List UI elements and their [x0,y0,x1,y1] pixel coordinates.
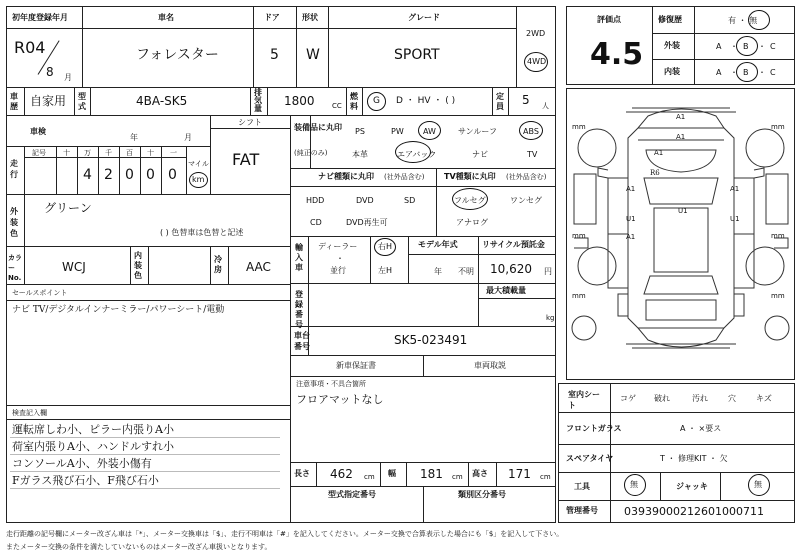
mark-3: R6 [650,169,660,177]
mile-label: マイル [188,160,209,168]
tv-oneseg: ワンセグ [510,196,542,205]
mileage-sign-label: 記号 [32,149,46,157]
footer-line-2: またメーター交換の条件を満たしていないものはメーター改ざん車扱いとなります。 [6,543,272,551]
mm-label-2: mm [771,123,785,131]
navi-label: ナビ種類に丸印 [318,172,374,181]
load-unit: kg [546,314,555,322]
inspector-line-3: コンソールA小、外装小傷有 [12,457,152,470]
inspector-line-2: 荷室内張りA小、ハンドルすれ小 [12,440,174,453]
grade-value: SPORT [394,47,440,63]
mm-label-4: mm [771,232,785,240]
mark-5: A1 [626,185,636,193]
repair-options: 有 ・ 無 [728,16,758,25]
windshield-label: フロントガラス [566,424,622,433]
sales-point-text: ナビ TV/デジタルインナーミラー/パワーシート/電動 [12,305,225,315]
shift-value: FAT [232,150,260,169]
inspection-year: 年 [130,133,138,142]
reg-month: 8 [46,65,54,79]
length-unit: cm [364,473,375,481]
model-year-label: モデル年式 [418,240,458,249]
color-value: グリーン [44,201,92,215]
shape-value: W [306,47,320,63]
mileage-unit-6: 一 [170,149,177,157]
mm-label-3: mm [572,232,586,240]
category-label: 車歴 [10,92,18,111]
km-label: km [192,175,205,184]
color-note: ( ) 色替車は色替と記述 [160,228,244,237]
exterior-a: A [716,42,722,51]
tv-analog: アナログ [456,218,488,227]
reg-number-label: 登録番号 [295,290,303,329]
import-parallel: 並行 [330,266,346,275]
equip-abs: ABS [523,127,539,136]
equip-tv: TV [527,150,538,159]
interior-label: 内装 [664,67,680,76]
import-dealer: ディーラー [318,242,358,251]
tools-label: 工具 [574,482,590,491]
ac-value: AAC [246,260,271,274]
model-year-unknown: 不明 [458,267,474,276]
seat-item-5: キズ [756,394,772,403]
mileage-label: 走行 [10,159,18,179]
fuel-g: G [373,96,380,106]
seat-item-1: コゲ [620,394,636,403]
drive-4wd: 4WD [527,57,547,66]
notes-text: フロアマットなし [296,393,384,406]
ac-label: 冷房 [214,255,222,274]
color-no-value: WCJ [62,260,86,274]
mileage-digit-6: 0 [168,167,177,183]
equip-aw: AW [423,127,436,136]
equip-pw: PW [391,127,404,136]
tools-value: 無 [630,480,638,489]
capacity-label: 定員 [496,92,504,111]
mark-2: A1 [676,133,686,141]
category-number-label: 類別区分番号 [458,490,506,499]
width-unit: cm [452,473,463,481]
equipment-sublabel: (純正のみ) [294,149,328,157]
mileage-unit-2: 万 [84,149,91,157]
recycle-label: リサイクル預託金 [482,240,545,249]
mileage-digit-5: 0 [146,167,155,183]
recycle-value: 10,620 [490,262,532,276]
equip-ps: PS [355,127,365,136]
fuel-rest: D ・ HV ・ ( ) [396,96,456,106]
equip-navi: ナビ [472,150,488,159]
capacity-unit: 人 [542,102,549,110]
tv-label: TV種類に丸印 [444,172,496,181]
width-label: 幅 [388,469,396,478]
notes-label: 注意事項・不具合箇所 [296,380,366,388]
mm-label-1: mm [572,123,586,131]
seat-item-2: 破れ [654,394,670,403]
car-diagram [566,88,795,380]
import-right: 右H [378,242,393,251]
seat-label: 室内シート [568,390,600,410]
exterior-c: C [770,42,776,51]
import-label: 輸入車 [295,243,303,272]
jack-label: ジャッキ [676,482,708,491]
mileage-unit-1: 十 [63,149,70,157]
doors-value: 5 [270,47,279,63]
inspection-label: 車検 [30,127,46,136]
length-label: 長さ [294,469,310,478]
interior-c: C [770,68,776,77]
displacement-label: 排気量 [254,88,262,113]
new-car-warranty: 新車保証書 [336,361,376,370]
displacement-value: 1800 [284,94,315,108]
vehicle-name: フォレスター [136,47,219,63]
height-label: 高さ [472,469,488,478]
navi-sub: (社外品含む) [384,173,425,181]
reg-year: R04 [14,38,46,57]
mileage-digit-4: 0 [125,167,134,183]
seat-item-4: 穴 [728,394,736,403]
fuel-label: 燃料 [350,92,358,111]
navi-dvd: DVD [356,196,374,205]
interior-color-label: 内装色 [134,251,142,280]
import-left: 左H [378,266,393,275]
footer-line-1: 走行距離の記号欄にメーター改ざん車は「*」、メーター交換車は「$」、走行不明車は「#」を記入してください。メーター交換で合算表示した場合にも「$」を記入して下さい。 [6,530,564,538]
mileage-digit-2: 4 [83,167,92,183]
interior-b: B [743,68,749,77]
sales-point-label: セールスポイント [12,289,68,297]
mileage-unit-5: 十 [147,149,154,157]
color-label: 外装色 [10,207,18,238]
equip-airbag: エアバック [397,150,437,159]
equipment-label: 装備品に丸印 [294,123,342,132]
navi-hdd: HDD [306,196,325,205]
chassis-value: SK5-023491 [394,333,468,347]
month-unit: 月 [64,73,72,82]
mark-1: A1 [676,113,686,121]
height-unit: cm [540,473,551,481]
mileage-unit-3: 千 [105,149,112,157]
inspector-line-1: 運転席しわ小、ピラー内張りA小 [12,423,174,436]
exterior-label: 外装 [664,41,680,50]
max-load-label: 最大積載量 [486,286,526,295]
mgmt-label: 管理番号 [566,506,598,515]
mark-8: U1 [678,207,688,215]
import-dot: ・ [336,254,344,263]
inspection-month: 月 [184,133,192,142]
tv-sub: (社外品含む) [506,173,547,181]
length-value: 462 [330,467,353,481]
doors-label: ドア [264,13,280,22]
cc-unit: CC [332,102,342,110]
type-value: 4BA-SK5 [136,94,188,108]
chassis-label: 車台番号 [294,331,310,351]
mileage-digit-3: 2 [104,167,113,183]
mm-label-5: mm [572,292,586,300]
designation-label: 型式指定番号 [328,490,376,499]
height-value: 171 [508,467,531,481]
score-label: 評価点 [597,15,621,24]
tv-fullseg: フルセグ [454,196,486,205]
first-reg-label: 初年度登録年月 [12,13,68,22]
inspector-line-4: Fガラス飛び石小、F飛び石小 [12,474,159,487]
navi-cd: CD [310,218,322,227]
navi-sd: SD [404,196,416,205]
mark-10: A1 [730,185,740,193]
spare-label: スペアタイヤ [566,454,614,463]
equip-sunroof: サンルーフ [458,127,497,136]
mgmt-value: 0393900021260100071​1 [624,505,764,518]
shift-label: シフト [238,118,262,127]
mark-7: A1 [626,233,636,241]
exterior-b: B [743,42,749,51]
equip-leather: 本革 [352,150,368,159]
type-label: 型式 [78,92,86,111]
width-value: 181 [420,467,443,481]
jack-value: 無 [754,480,762,489]
vehicle-manual: 車両取説 [474,361,506,370]
mark-6: U1 [626,215,636,223]
mileage-unit-4: 百 [126,149,133,157]
color-no-label: カラーNo. [8,254,22,282]
interior-a: A [716,68,722,77]
capacity-value: 5 [522,93,530,107]
shape-label: 形状 [302,13,318,22]
mark-4: A1 [654,149,664,157]
inspector-label: 検査記入欄 [12,409,47,417]
navi-dvd-play: DVD再生可 [346,218,388,227]
recycle-unit: 円 [544,267,552,276]
repair-label: 修復歴 [658,15,682,24]
model-label: 車名 [158,13,174,22]
mark-9: U1 [730,215,740,223]
model-year-year: 年 [434,267,442,276]
mm-label-6: mm [771,292,785,300]
category-value: 自家用 [30,94,67,108]
seat-item-3: 汚れ [692,394,708,403]
no-repair-circle [748,10,770,30]
windshield-value: A ・ ×要ス [680,424,722,433]
score-value: 4.5 [590,37,644,72]
grade-label: グレード [408,13,440,22]
drive-2wd: 2WD [526,29,546,38]
spare-value: T ・ 修理KIT ・ 欠 [660,454,728,463]
